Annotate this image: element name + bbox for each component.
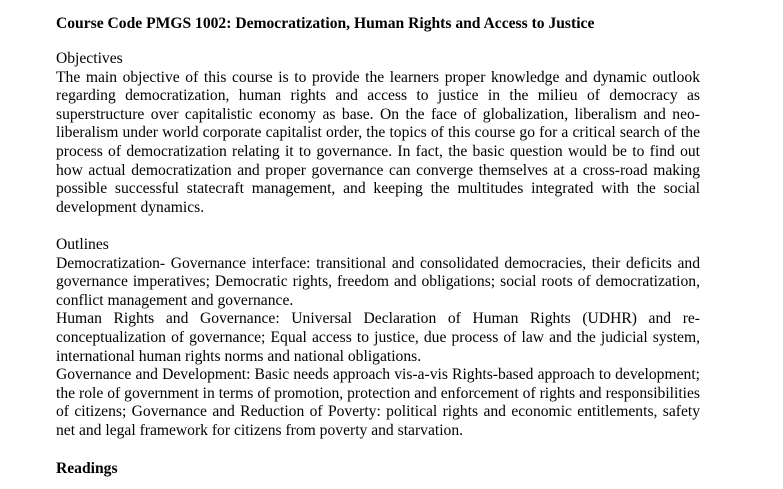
objectives-heading: Objectives xyxy=(56,50,123,67)
outline-item-development: Governance and Development: Basic needs approach vis-a-vis Rights-based approach to development; the role of government in terms of promotion, protection and enforcement of rights and responsibilities of citizens; Governance and Reduction of Poverty: political rights and economic entitlements, safety net and legal framework for citizens from poverty and starvation. xyxy=(56,366,700,439)
objectives-paragraph: The main objective of this course is to provide the learners proper knowledge and dynamic outlook regarding democratization, human rights and access to justice in the milieu of democracy as superstructure over capitalistic economy as base. On the face of globalization, liberalism and neo-liberalism under world corporate capitalist order, the topics of this course go for a critical search of the process of democratization relating it to governance. In fact, the basic question would be to find out how actual democratization and proper governance can converge themselves at a cross-road making possible successful statecraft management, and keeping the multitudes integrated with the social development dynamics. xyxy=(56,68,700,216)
course-title: Course Code PMGS 1002: Democratization, Human Rights and Access to Justice xyxy=(56,15,595,32)
document-page xyxy=(56,14,700,478)
readings-heading: Readings xyxy=(56,460,118,478)
outlines-heading: Outlines xyxy=(56,235,109,253)
section-spacer xyxy=(56,440,700,459)
outline-item-human-rights: Human Rights and Governance: Universal Declaration of Human Rights (UDHR) and re-conceptualization of governance; Equal access to justice, due process of law and the judicial system, international human rights norms and national obligations. xyxy=(56,310,700,365)
section-spacer xyxy=(56,217,700,236)
outline-item-democratization: Democratization- Governance interface: transitional and consolidated democracies, their deficits and governance imperatives; Democratic rights, freedom and obligations; social roots of democratization, conflict management and governance. xyxy=(56,254,700,309)
